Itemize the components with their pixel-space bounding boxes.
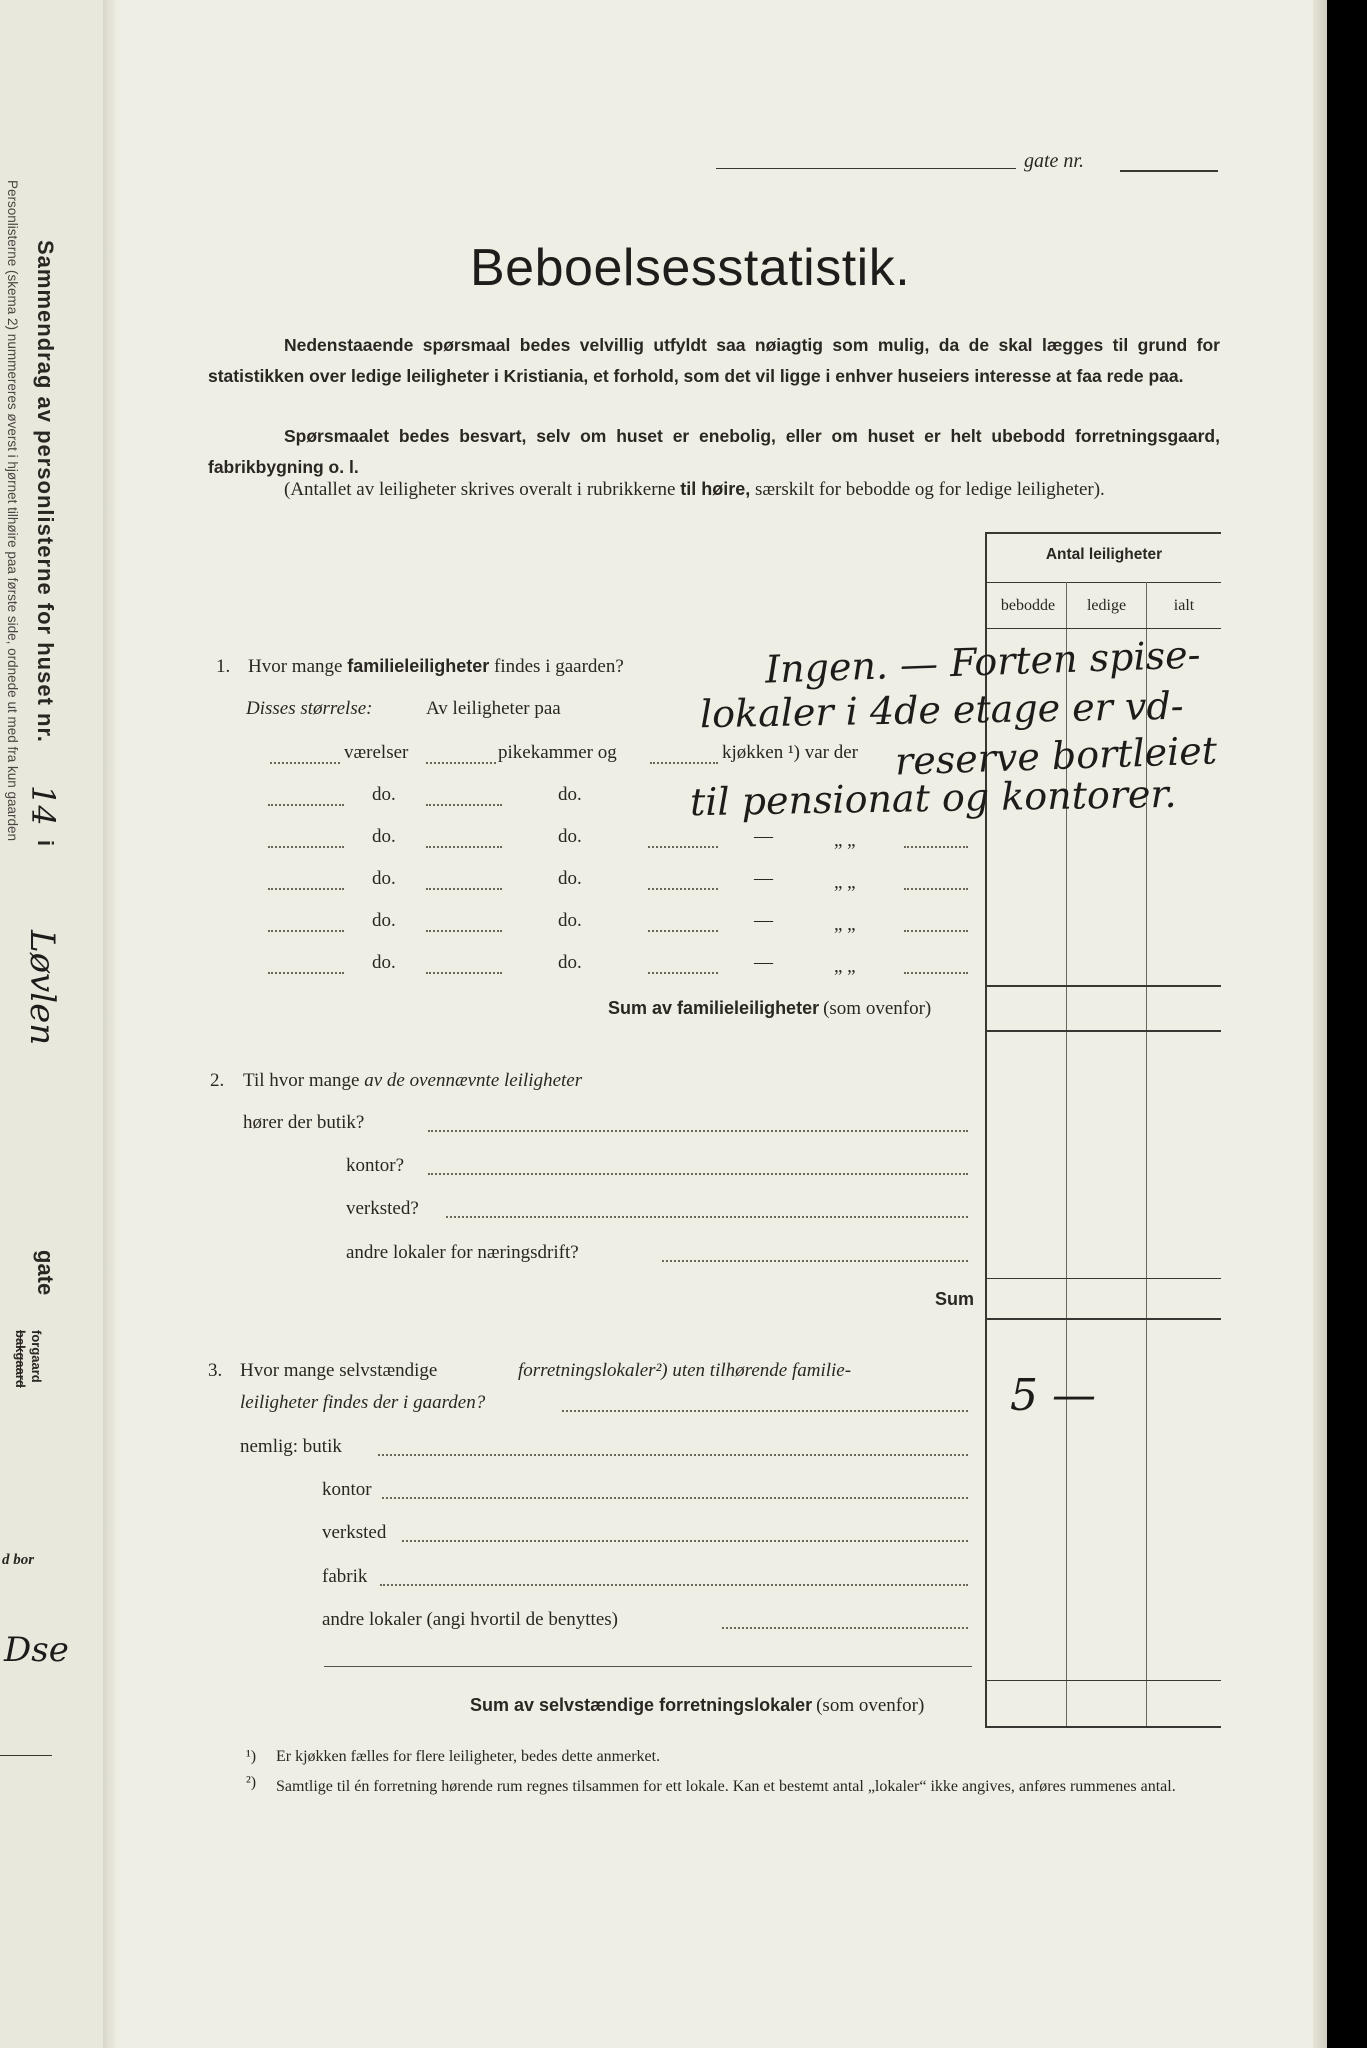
dotline	[426, 804, 502, 806]
strip-subline: Personlisterne (skema 2) nummereres øverst i hjørnet tilhøire paa første side, ordnede ut med fra kun gaarden	[5, 180, 20, 842]
q1-text-a: Hvor mange	[248, 656, 343, 677]
dash: —	[754, 826, 773, 847]
col-ialt: ialt	[1173, 597, 1195, 614]
q3-sum-a: Sum av selvstændige forretningslokaler	[470, 1695, 813, 1715]
dotline	[426, 972, 502, 974]
q2-number: 2.	[210, 1070, 225, 1091]
q1-number: 1.	[216, 656, 231, 677]
dotline	[648, 888, 718, 890]
strip-d-bor: d bor	[2, 1552, 35, 1568]
q1-rooms: værelser	[344, 742, 409, 763]
dotline	[426, 888, 502, 890]
handwritten-line-3: reserve bortleiet	[894, 728, 1218, 784]
handwritten-line-2: lokaler i 4de etage er vd-	[699, 683, 1184, 737]
do-row: do.	[558, 784, 582, 805]
form-page	[103, 0, 1327, 2048]
q1-text-c: findes i gaarden?	[494, 656, 624, 677]
dotline	[648, 930, 718, 932]
dotline	[268, 888, 344, 890]
dotline	[268, 846, 344, 848]
dotline	[648, 846, 718, 848]
q3-nemlig-butik: nemlig: butik	[240, 1436, 342, 1457]
q3-sum	[470, 1695, 924, 1717]
do-row: do.	[558, 826, 582, 847]
table-top-rule	[985, 532, 1221, 534]
q3-text-a: Hvor mange selvstændige	[240, 1360, 438, 1381]
sum3-top-rule	[987, 1680, 1221, 1681]
quote-mark: „ „	[834, 956, 856, 977]
q1-maid: pikekammer og	[498, 742, 617, 763]
do-row: do.	[372, 868, 396, 889]
footnote-1-mark: ¹)	[246, 1748, 257, 1765]
strip-number-handwritten: 14	[24, 785, 62, 826]
q3-text-b: forretningslokaler²) uten tilhørende familie-	[518, 1360, 852, 1381]
q1-text	[248, 656, 624, 678]
q3-sum-b: (som ovenfor)	[816, 1695, 925, 1716]
dotline	[268, 930, 344, 932]
q3-andre: andre lokaler (angi hvortil de benyttes)	[322, 1609, 618, 1630]
dotline	[426, 762, 496, 764]
dotline	[268, 972, 344, 974]
dotline	[426, 846, 502, 848]
q1-sum	[608, 998, 931, 1020]
page-edge	[1313, 0, 1327, 2048]
dotline	[722, 1627, 968, 1629]
strip-signature: Dse	[4, 1630, 69, 1670]
col-bebodde: bebodde	[1000, 597, 1056, 614]
dotline	[426, 930, 502, 932]
dash: —	[754, 868, 773, 889]
q2-andre: andre lokaler for næringsdrift?	[346, 1242, 579, 1263]
q2-text-b: av de ovennævnte leiligheter	[364, 1070, 583, 1091]
do-row: do.	[372, 784, 396, 805]
sum1-bottom-rule	[987, 1030, 1221, 1032]
sum1-top-rule	[987, 985, 1221, 987]
dotline	[650, 762, 718, 764]
strip-gate: gate	[33, 1250, 58, 1296]
dotline	[270, 762, 340, 764]
q3-verksted: verksted	[322, 1522, 387, 1543]
intro-p3-c: særskilt for bebodde og for ledige leiligheter).	[754, 479, 1105, 500]
q3-text-c: leiligheter findes der i gaarden?	[240, 1392, 486, 1413]
quote-mark: „ „	[834, 914, 856, 935]
strip-rule	[0, 1755, 52, 1756]
q2-text-a: Til hvor mange	[243, 1070, 360, 1091]
intro-p3-a: (Antallet av leiligheter skrives overalt i rubrikkerne	[284, 479, 676, 500]
q1-text-b: familieleiligheter	[347, 656, 490, 676]
q1-sum-a: Sum av familieleiligheter	[608, 998, 820, 1018]
do-row: do.	[558, 868, 582, 889]
q1-kitchen: kjøkken ¹) var der	[722, 742, 859, 763]
dotline	[428, 1130, 968, 1132]
dash: —	[754, 910, 773, 931]
table-header-rule	[987, 582, 1221, 583]
intro-paragraph-3	[208, 474, 1220, 505]
dotline	[904, 930, 968, 932]
do-row: do.	[372, 826, 396, 847]
do-row: do.	[558, 910, 582, 931]
gate-line-left	[716, 168, 1016, 169]
intro-paragraph-2: Spørsmaalet bedes besvart, selv om huset er enebolig, eller om huset er helt ubebodd forretningsgaard, fabrikbygning o. l.	[208, 426, 1220, 477]
sum2-top-rule	[987, 1278, 1221, 1279]
q2-text	[243, 1070, 582, 1092]
q1-size-label: Disses størrelse:	[246, 698, 373, 719]
dotline	[268, 804, 344, 806]
sum3-bottom-rule	[987, 1726, 1221, 1728]
gate-nr-label: gate nr.	[1024, 150, 1084, 172]
dotline	[662, 1260, 968, 1262]
q1-size-text: Av leiligheter paa	[426, 698, 561, 719]
q3-blank-line	[324, 1666, 972, 1667]
q3-fabrik: fabrik	[322, 1566, 368, 1587]
handwritten-q3-value: 5 —	[1010, 1370, 1096, 1421]
strip-heading: Sammendrag av personlisterne for huset nr.	[33, 240, 58, 743]
dotline	[904, 888, 968, 890]
footnote-1: Er kjøkken fælles for flere leiligheter, bedes dette anmerket.	[276, 1748, 661, 1765]
dotline	[402, 1540, 968, 1542]
quote-mark: „ „	[834, 872, 856, 893]
q3-number: 3.	[208, 1360, 223, 1381]
do-row: do.	[372, 910, 396, 931]
handwritten-line-4: til pensionat og kontorer.	[689, 771, 1177, 825]
q2-sum: Sum	[935, 1289, 975, 1309]
do-row: do.	[558, 952, 582, 973]
dotline	[378, 1454, 968, 1456]
dotline	[446, 1216, 968, 1218]
col-ledige: ledige	[1086, 597, 1127, 614]
dash: —	[754, 952, 773, 973]
do-row: do.	[372, 952, 396, 973]
dotline	[380, 1584, 968, 1586]
strip-street-handwritten: Løvlen	[22, 930, 62, 1046]
table-subheader-rule	[987, 628, 1221, 629]
q2-kontor: kontor?	[346, 1155, 405, 1176]
q1-sum-b: (som ovenfor)	[823, 998, 932, 1019]
page-title: Beboelsesstatistik.	[470, 239, 911, 297]
dotline	[382, 1497, 968, 1499]
dotline	[648, 972, 718, 974]
page-fold	[103, 0, 117, 2048]
quote-mark: „ „	[834, 830, 856, 851]
footnote-2-mark: ²)	[246, 1774, 257, 1791]
dotline	[904, 972, 968, 974]
sum2-bottom-rule	[987, 1318, 1221, 1320]
strip-bakgaard: bakgaard	[13, 1330, 28, 1388]
intro-p3-b: til høire,	[680, 479, 751, 499]
handwritten-line-1: Ingen. — Forten spise-	[764, 632, 1202, 692]
q2-butik: hører der butik?	[243, 1112, 365, 1133]
footnote-2: Samtlige til én forretning hørende rum regnes tilsammen for ett lokale. Kan et bestemt antal „lokaler“ ikke angives, anføres rummenes antal.	[276, 1778, 1176, 1795]
strip-i: i	[33, 840, 58, 847]
dotline	[904, 846, 968, 848]
dotline	[428, 1173, 968, 1175]
q2-verksted: verksted?	[346, 1198, 419, 1219]
intro-paragraph-1: Nedenstaaende spørsmaal bedes velvillig utfyldt saa nøiagtig som mulig, da de skal lægges til grund for statistikken over ledige leiligheter i Kristiania, et forhold, som det vil ligge i enhver huseiers interesse at faa rede paa.	[208, 335, 1220, 386]
gate-line-right	[1120, 170, 1218, 172]
strip-forgaard: forgaard	[29, 1330, 44, 1383]
q3-kontor: kontor	[322, 1479, 372, 1500]
dotline	[562, 1410, 968, 1412]
table-title: Antal leiligheter	[1045, 546, 1163, 563]
